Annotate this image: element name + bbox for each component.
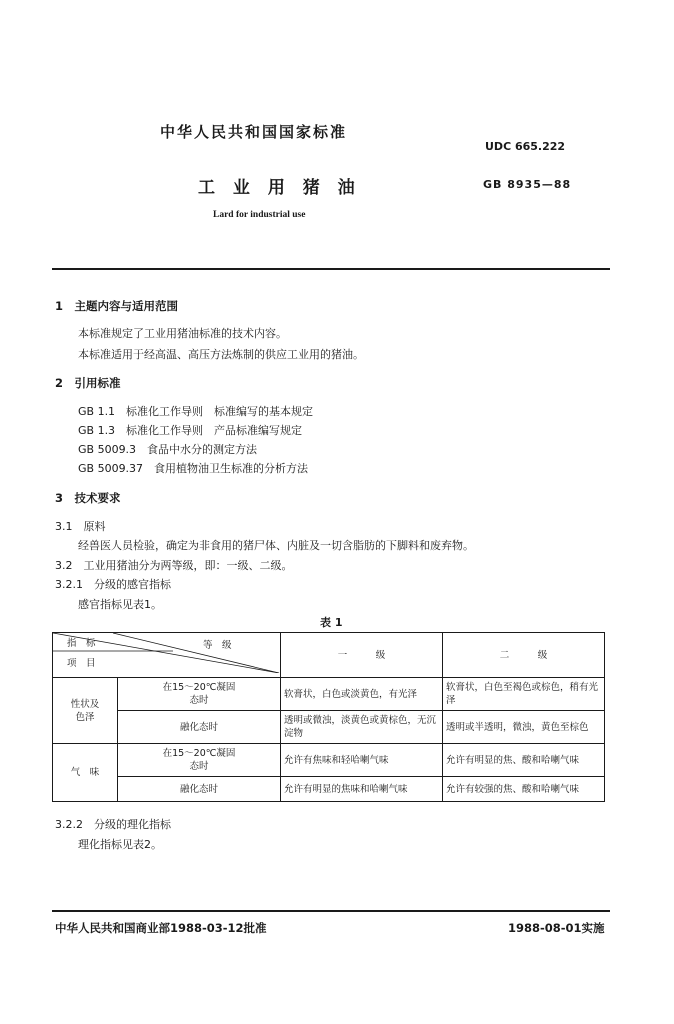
condition-cell: 在15～20℃凝固态时 (118, 744, 281, 777)
udc-number: UDC 665.222 (485, 140, 566, 153)
header-indicator-label: 指 标 (67, 638, 96, 649)
header-item-label: 项 目 (67, 658, 96, 669)
approval-date: 中华人民共和国商业部1988-03-12批准 (55, 921, 267, 935)
diagonal-header-cell (53, 633, 281, 678)
section-1-paragraph: 本标准规定了工业用猪油标准的技术内容。 (78, 327, 287, 340)
subsection-3-2-1-heading: 3.2.1 分级的感官指标 (55, 578, 171, 591)
grade-1-cell: 允许有焦味和轻哈喇气味 (281, 744, 443, 777)
subsection-3-2-2-heading: 3.2.2 分级的理化指标 (55, 818, 171, 831)
subsection-3-1-heading: 3.1 原料 (55, 520, 106, 533)
row-label-color: 性状及色泽 (53, 678, 118, 744)
section-1-paragraph: 本标准适用于经高温、高压方法炼制的供应工业用的猪油。 (78, 348, 364, 361)
table-1-caption: 表 1 (320, 616, 343, 629)
grade-1-cell: 允许有明显的焦味和哈喇气味 (281, 777, 443, 802)
table-row (53, 678, 605, 711)
effective-date: 1988-08-01实施 (508, 921, 605, 935)
reference-item: GB 1.1 标准化工作导则 标准编写的基本规定 (78, 405, 314, 418)
standard-number: GB 8935—88 (483, 178, 572, 191)
subsection-3-2-text: 3.2 工业用猪油分为两等级，即：一级、二级。 (55, 559, 293, 572)
header-grade-2: 二 级 (443, 633, 605, 678)
condition-cell: 融化态时 (118, 777, 281, 802)
document-title: 工 业 用 猪 油 (198, 178, 361, 198)
row-label-odor: 气 味 (53, 744, 118, 802)
subsection-3-2-2-text: 理化指标见表2。 (78, 838, 162, 851)
section-1-heading: 1 主题内容与适用范围 (55, 299, 179, 313)
section-2-heading: 2 引用标准 (55, 376, 121, 390)
subsection-3-1-text: 经兽医人员检验，确定为非食用的猪尸体、内脏及一切含脂肪的下脚料和废弃物。 (78, 539, 474, 552)
reference-item: GB 1.3 标准化工作导则 产品标准编写规定 (78, 424, 303, 437)
condition-cell: 融化态时 (118, 711, 281, 744)
grade-1-cell: 透明或微浊，淡黄色或黄棕色，无沉淀物 (281, 711, 443, 744)
table-row (53, 711, 605, 744)
table-row (53, 744, 605, 777)
footer-divider (52, 910, 610, 912)
grade-2-cell: 透明或半透明，微浊，黄色至棕色 (443, 711, 605, 744)
grade-1-cell: 软膏状，白色或淡黄色，有光泽 (281, 678, 443, 711)
section-3-heading: 3 技术要求 (55, 491, 121, 505)
reference-item: GB 5009.37 食用植物油卫生标准的分析方法 (78, 462, 309, 475)
header-grade-label: 等 级 (203, 640, 232, 651)
subsection-3-2-1-text: 感官指标见表1。 (78, 598, 162, 611)
table-row (53, 777, 605, 802)
grade-2-cell: 软膏状，白色至褐色或棕色，稍有光泽 (443, 678, 605, 711)
table-1 (52, 632, 605, 802)
issuing-org: 中华人民共和国国家标准 (160, 123, 348, 141)
reference-item: GB 5009.3 食品中水分的测定方法 (78, 443, 258, 456)
grade-2-cell: 允许有明显的焦、酸和哈喇气味 (443, 744, 605, 777)
header-grade-1: 一 级 (281, 633, 443, 678)
grade-2-cell: 允许有较强的焦、酸和哈喇气味 (443, 777, 605, 802)
condition-cell: 在15～20℃凝固态时 (118, 678, 281, 711)
table-header-row (53, 633, 605, 678)
header-divider (52, 268, 610, 270)
english-title: Lard for industrial use (213, 210, 306, 220)
